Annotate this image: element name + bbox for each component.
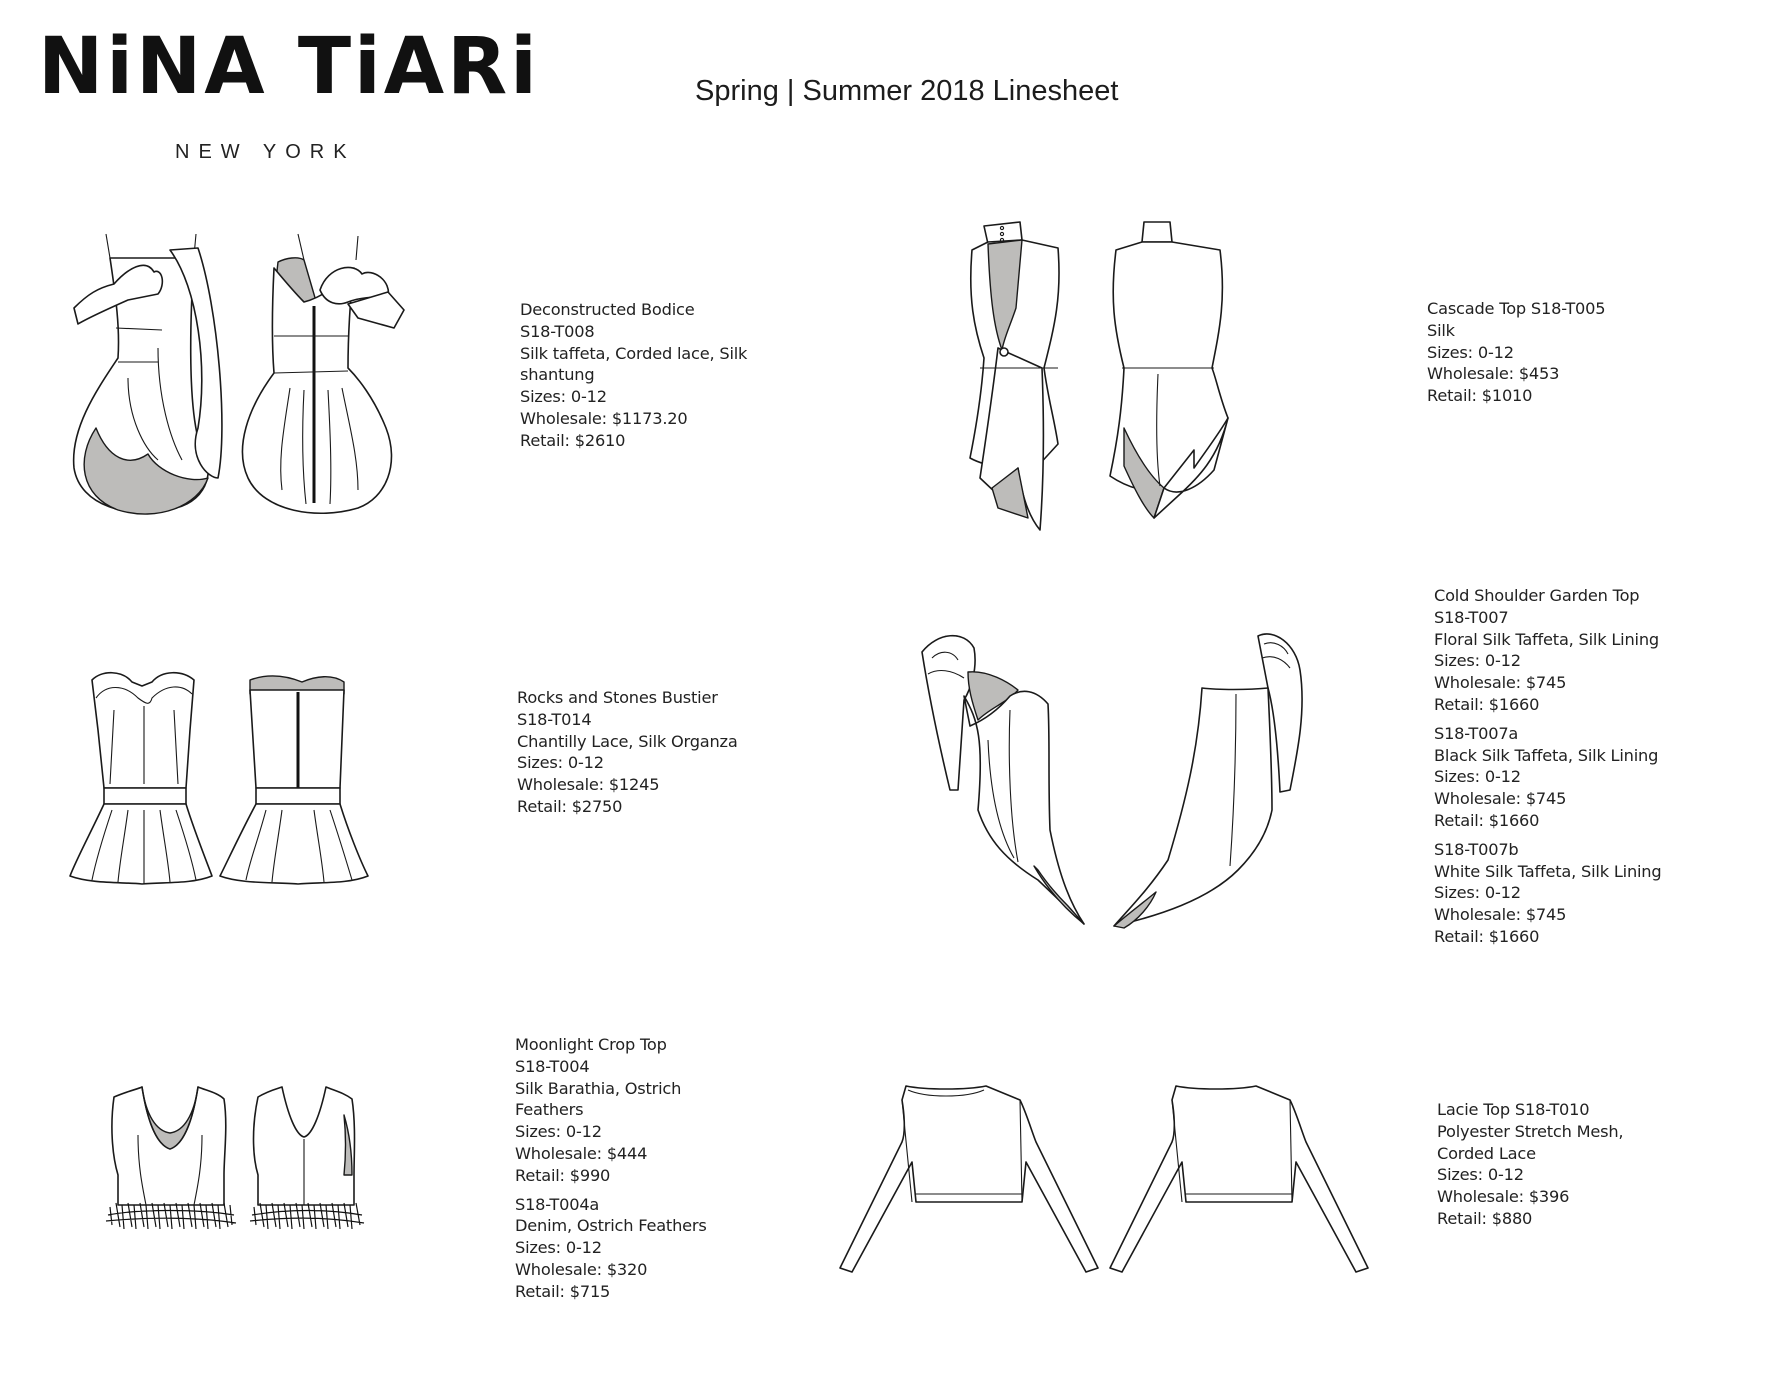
- lacie-top-info: [1437, 1099, 1627, 1230]
- product-name: Moonlight Crop Top: [515, 1035, 667, 1054]
- rocks-stones-bustier-sketch: [62, 670, 382, 870]
- product-materials: Silk Barathia, Ostrich Feathers: [515, 1078, 682, 1120]
- product-retail: Retail: $990: [515, 1165, 611, 1185]
- product-wholesale: Wholesale: $1245: [517, 775, 660, 795]
- bustier-front-view: [70, 673, 212, 884]
- product-sizes: Sizes: 0-12: [1427, 342, 1514, 362]
- product-retail: Retail: $880: [1437, 1208, 1533, 1228]
- variant-block: [515, 1194, 715, 1303]
- variant-sizes: Sizes: 0-12: [1434, 883, 1521, 903]
- product-sizes: Sizes: 0-12: [1434, 651, 1521, 671]
- product-materials: Silk: [1427, 320, 1455, 340]
- bodice-back-view: [242, 234, 404, 513]
- rocks-stones-bustier-info: [517, 687, 738, 818]
- variant-code: S18-T007a: [1434, 723, 1519, 743]
- brand-logo: NiNA TiARi: [38, 22, 540, 112]
- variant-block: [1434, 839, 1661, 948]
- deconstructed-bodice-sketch: [58, 228, 418, 518]
- product-sizes: Sizes: 0-12: [1437, 1165, 1524, 1185]
- cascade-back-view: [1110, 222, 1228, 518]
- product-code: S18-T007: [1434, 607, 1509, 627]
- bustier-back-view: [220, 676, 368, 884]
- brand-city: NEW YORK: [175, 141, 356, 163]
- crop-top-back-view: [250, 1087, 364, 1229]
- product-name: Cold Shoulder Garden Top: [1434, 586, 1640, 605]
- product-wholesale: Wholesale: $1173.20: [520, 408, 688, 428]
- cascade-front-view: [970, 222, 1059, 530]
- product-materials: Polyester Stretch Mesh, Corded Lace: [1437, 1121, 1624, 1163]
- product-code: S18-T014: [517, 709, 592, 729]
- moonlight-crop-top-info: [515, 1034, 715, 1303]
- lacie-front-view: [840, 1086, 1098, 1272]
- page-title: Spring | Summer 2018 Linesheet: [695, 75, 1119, 107]
- moonlight-crop-top-sketch: [98, 1085, 388, 1235]
- variant-retail: Retail: $1660: [1434, 926, 1540, 946]
- product-wholesale: Wholesale: $745: [1434, 673, 1567, 693]
- deconstructed-bodice-info: [520, 299, 750, 452]
- product-wholesale: Wholesale: $453: [1427, 364, 1560, 384]
- product-retail: Retail: $1010: [1427, 386, 1533, 406]
- product-wholesale: Wholesale: $444: [515, 1143, 648, 1163]
- product-sizes: Sizes: 0-12: [515, 1122, 602, 1142]
- variant-wholesale: Wholesale: $745: [1434, 905, 1567, 925]
- variant-materials: Denim, Ostrich Feathers: [515, 1216, 707, 1236]
- lacie-back-view: [1110, 1086, 1368, 1272]
- cold-shoulder-garden-top-info: [1434, 585, 1661, 948]
- product-sizes: Sizes: 0-12: [517, 753, 604, 773]
- product-retail: Retail: $2750: [517, 796, 623, 816]
- variant-wholesale: Wholesale: $320: [515, 1259, 648, 1279]
- variant-code: S18-T004a: [515, 1194, 600, 1214]
- product-name: Deconstructed Bodice: [520, 300, 695, 319]
- product-materials: Chantilly Lace, Silk Organza: [517, 731, 738, 751]
- product-name: Rocks and Stones Bustier: [517, 688, 718, 707]
- variant-materials: Black Silk Taffeta, Silk Lining: [1434, 745, 1659, 765]
- crop-top-front-view: [106, 1087, 236, 1229]
- bodice-front-view: [74, 234, 222, 514]
- cascade-top-sketch: [958, 218, 1268, 548]
- variant-sizes: Sizes: 0-12: [1434, 767, 1521, 787]
- variant-code: S18-T007b: [1434, 839, 1519, 859]
- variant-block: [1434, 723, 1661, 832]
- product-name: Cascade Top S18-T005: [1427, 299, 1606, 318]
- product-materials: Floral Silk Taffeta, Silk Lining: [1434, 629, 1659, 649]
- cold-shoulder-garden-top-sketch: [918, 630, 1308, 930]
- product-wholesale: Wholesale: $396: [1437, 1187, 1570, 1207]
- variant-retail: Retail: $1660: [1434, 810, 1540, 830]
- garden-top-front-view: [922, 636, 1084, 924]
- product-materials: Silk taffeta, Corded lace, Silk shantung: [520, 343, 748, 385]
- variant-sizes: Sizes: 0-12: [515, 1238, 602, 1258]
- product-name: Lacie Top S18-T010: [1437, 1100, 1590, 1119]
- variant-wholesale: Wholesale: $745: [1434, 789, 1567, 809]
- product-retail: Retail: $2610: [520, 430, 626, 450]
- garden-top-back-view: [1114, 634, 1302, 928]
- lacie-top-sketch: [836, 1082, 1386, 1282]
- product-code: S18-T008: [520, 321, 595, 341]
- product-retail: Retail: $1660: [1434, 694, 1540, 714]
- product-sizes: Sizes: 0-12: [520, 387, 607, 407]
- variant-materials: White Silk Taffeta, Silk Lining: [1434, 861, 1662, 881]
- variant-retail: Retail: $715: [515, 1281, 611, 1301]
- cascade-top-info: [1427, 298, 1605, 407]
- product-code: S18-T004: [515, 1056, 590, 1076]
